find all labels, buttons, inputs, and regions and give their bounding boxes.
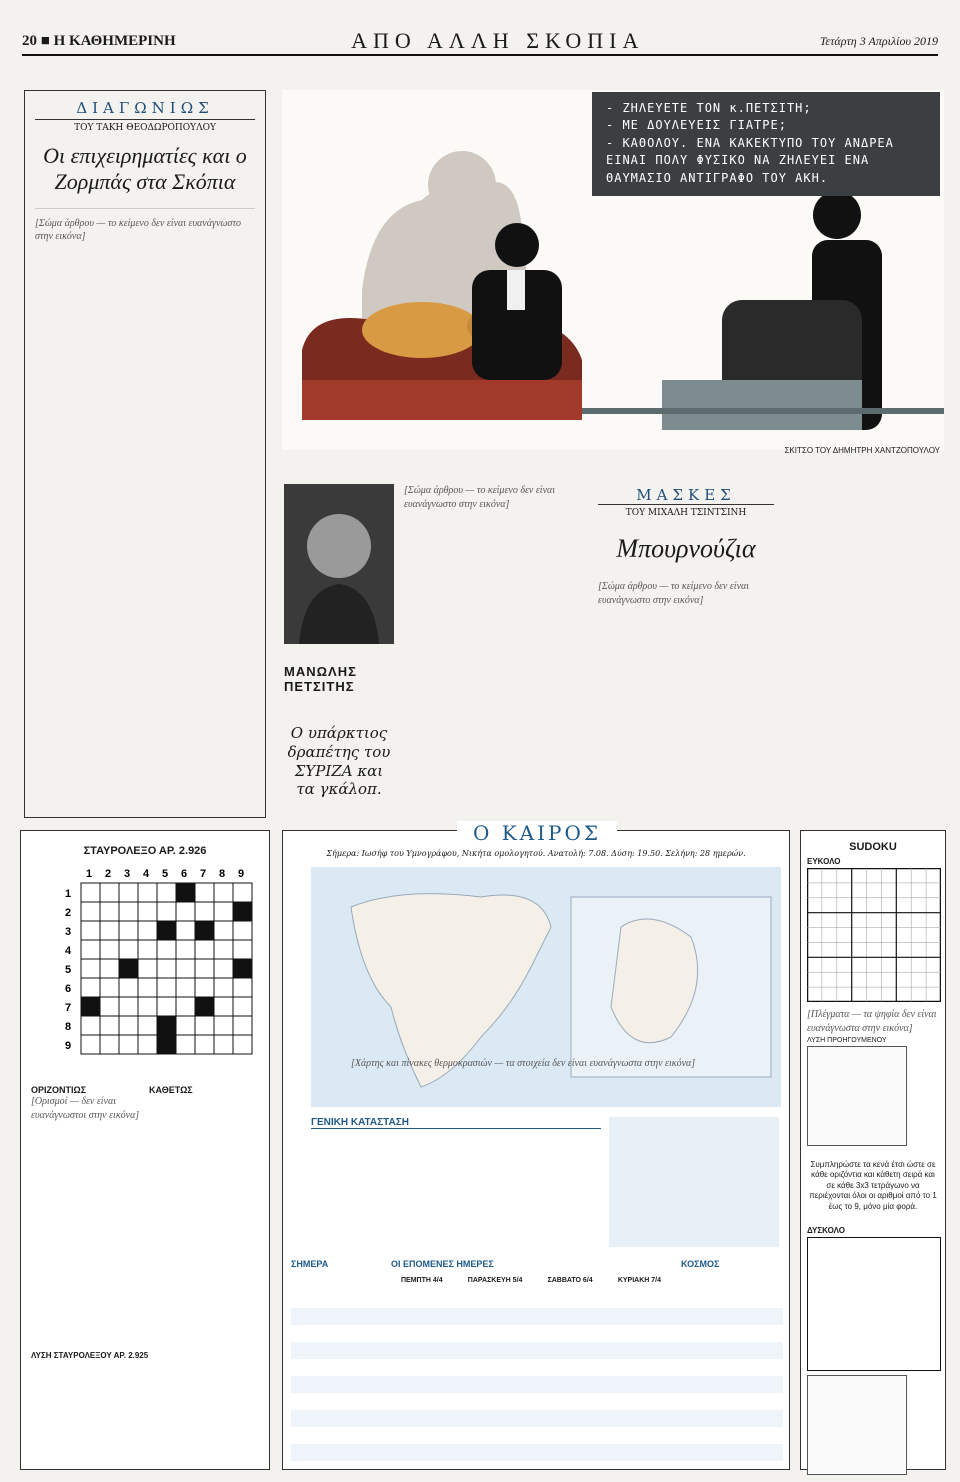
op-ed-body: [Σώμα άρθρου — το κείμενο δεν είναι ευανάγνωστο στην εικόνα]	[404, 485, 556, 510]
svg-text:8: 8	[219, 868, 226, 880]
hard-prev-solution-grid	[807, 1375, 907, 1475]
maskes-column	[598, 486, 774, 820]
weather-today-line: Σήμερα: Ιωσήφ του Υμνογράφου, Νικήτα ομολογητού. Ανατολή: 7.08. Δύση: 19.50. Σελήνη: 28 ημερών.	[326, 849, 746, 858]
weather-map	[311, 867, 781, 1107]
caption-line-3: - ΚΑΘΟΛΟΥ. ΕΝΑ ΚΑΚΕΚΤΥΠΟ ΤΟΥ ΑΝΔΡΕΑ ΕΙΝΑΙ ΠΟΛΥ ΦΥΣΙΚΟ ΝΑ ΖΗΛΕΥΕΙ ΕΝΑ ΘΑΥΜΑΣΙΟ ΑΝΤΙΓΡΑΦΟ ΤΟΥ ΑΚΗ.	[606, 135, 894, 185]
column-body: [Σώμα άρθρου — το κείμενο δεν είναι ευανάγνωστο στην εικόνα]	[35, 208, 255, 788]
page-header	[22, 28, 938, 56]
author-portrait-icon	[284, 484, 394, 644]
general-body	[311, 1129, 601, 1239]
svg-text:5: 5	[162, 868, 169, 880]
svg-text:2: 2	[105, 868, 112, 880]
column-kicker: ΔΙΑΓΩΝΙΩΣ	[35, 99, 255, 120]
caption-line-2: - ΜΕ ΔΟΥΛΕΥΕΙΣ ΓΙΑΤΡΕ;	[606, 118, 787, 133]
author-photo	[284, 484, 394, 644]
weather-map-note: [Χάρτης και πίνακες θερμοκρασιών — τα στοιχεία δεν είναι ευανάγνωστα στην εικόνα]	[351, 1058, 696, 1069]
easy-prev-solution-grid	[807, 1046, 907, 1146]
op-ed-headline: Ο υπάρκτιος δραπέτης του ΣΥΡΙΖΑ και τα γκάλοπ.	[287, 724, 391, 799]
section-title: ΑΠΟ ΑΛΛΗ ΣΚΟΠΙΑ	[351, 28, 645, 53]
diagonios-column	[24, 90, 266, 818]
column-byline: ΤΟΥ ΤΑΚΗ ΘΕΟΔΩΡΟΠΟΥΛΟΥ	[74, 123, 216, 133]
crossword-title: ΣΤΑΥΡΟΛΕΞΟ ΑΡ. 2.926	[83, 845, 207, 857]
regional-forecast	[609, 1117, 779, 1247]
forecast-day-2: ΠΑΡΑΣΚΕΥΗ 5/4	[467, 1277, 523, 1284]
forecast-day-3: ΣΑΒΒΑΤΟ 6/4	[547, 1277, 593, 1284]
svg-text:1: 1	[65, 888, 72, 900]
cartoon-credit: ΣΚΙΤΣΟ ΤΟΥ ΔΗΜΗΤΡΗ ΧΑΝΤΖΟΠΟΥΛΟΥ	[784, 446, 940, 455]
forecast-day-1: ΠΕΜΠΤΗ 4/4	[401, 1277, 443, 1284]
maskes-body: [Σώμα άρθρου — το κείμενο δεν είναι ευανάγνωστο στην εικόνα]	[598, 581, 750, 606]
paper-name: Η ΚΑΘΗΜΕΡΙΝΗ	[53, 32, 176, 49]
page-number: 20	[22, 32, 37, 49]
weather-title: Ο ΚΑΙΡΟΣ	[457, 821, 617, 845]
sudoku-title: SUDOKU	[849, 841, 897, 853]
forecast-headings	[291, 1259, 783, 1269]
general-heading: ΓΕΝΙΚΗ ΚΑΤΑΣΤΑΣΗ	[311, 1117, 601, 1129]
maskes-kicker: ΜΑΣΚΕΣ	[598, 486, 774, 505]
column-headline: Οι επιχειρηματίες και ο Ζορμπάς στα Σκόπια	[43, 143, 247, 195]
crossword-grid	[41, 865, 261, 1075]
maskes-body-continued	[780, 486, 944, 818]
maskes-headline: Μπουρνούζια	[616, 534, 756, 563]
svg-text:9: 9	[65, 1040, 72, 1052]
forecast-day-row	[401, 1277, 661, 1284]
easy-prev-solution-label: ΛΥΣΗ ΠΡΟΗΓΟΥΜΕΝΟΥ	[807, 1037, 887, 1044]
svg-text:6: 6	[181, 868, 188, 880]
author-first-name: ΜΑΝΩΛΗΣ	[284, 664, 357, 679]
op-ed-sidebar	[284, 484, 394, 818]
greece-map-icon	[311, 867, 781, 1107]
easy-sudoku-grid	[807, 868, 941, 1002]
hard-label: ΔΥΣΚΟΛΟ	[807, 1225, 845, 1235]
vertical-heading: ΚΑΘΕΤΩΣ	[149, 1085, 193, 1095]
forecast-tables	[291, 1291, 783, 1461]
easy-label: ΕΥΚΟΛΟ	[807, 857, 841, 866]
svg-text:9: 9	[238, 868, 245, 880]
caption-line-1: - ΖΗΛΕΥΕΤΕ ΤΟΝ κ.ΠΕΤΣΙΤΗ;	[606, 101, 812, 115]
svg-text:3: 3	[124, 868, 131, 880]
sudoku-grid-note: [Πλέγματα — τα ψηφία δεν είναι ευανάγνωστα στην εικόνα]	[807, 1009, 937, 1034]
svg-text:7: 7	[200, 868, 207, 880]
sudoku-panel	[800, 830, 946, 1470]
cartoon-caption-box	[592, 92, 940, 196]
svg-text:6: 6	[65, 983, 72, 995]
author-last-name: ΠΕΤΣΙΤΗΣ	[284, 679, 355, 694]
svg-text:1: 1	[86, 868, 93, 880]
hard-sudoku-grid	[807, 1237, 941, 1371]
svg-text:4: 4	[65, 945, 72, 957]
general-conditions	[311, 1117, 601, 1239]
horizontal-clues: [Ορισμοί — δεν είναι ευανάγνωστοι στην εικόνα]	[31, 1096, 140, 1121]
prev-solution-heading: ΛΥΣΗ ΣΤΑΥΡΟΛΕΞΟΥ ΑΡ. 2.925	[31, 1351, 149, 1360]
maskes-byline: ΤΟΥ ΜΙΧΑΛΗ ΤΣΙΝΤΣΙΝΗ	[625, 508, 747, 518]
svg-text:8: 8	[65, 1021, 72, 1033]
issue-date: Τετάρτη 3 Απριλίου 2019	[819, 33, 938, 48]
crossword-panel	[20, 830, 270, 1470]
horizontal-heading: ΟΡΙΖΟΝΤΙΩΣ	[31, 1085, 87, 1095]
vertical-clues	[149, 1095, 259, 1345]
svg-text:4: 4	[143, 868, 150, 880]
svg-text:3: 3	[65, 926, 72, 938]
next-days-heading: ΟΙ ΕΠΟΜΕΝΕΣ ΗΜΕΡΕΣ	[391, 1259, 494, 1269]
sudoku-instructions: Συμπληρώστε τα κενά έτσι ώστε σε κάθε οριζόντια και κάθετη σειρά και σε κάθε 3x3 τετράγωνο να περιέχονται όλοι οι αριθμοί από το 1 έως το 9, μόνο μία φορά.	[809, 1160, 937, 1211]
svg-text:5: 5	[65, 964, 72, 976]
svg-text:2: 2	[65, 907, 72, 919]
weather-panel	[282, 821, 790, 1470]
today-heading: ΣΗΜΕΡΑ	[291, 1259, 329, 1269]
svg-text:7: 7	[65, 1002, 72, 1014]
world-heading: ΚΟΣΜΟΣ	[681, 1259, 720, 1269]
forecast-day-4: ΚΥΡΙΑΚΗ 7/4	[617, 1277, 661, 1284]
page-number-and-paper: 20 ■ Η ΚΑΘΗΜΕΡΙΝΗ	[22, 32, 176, 49]
